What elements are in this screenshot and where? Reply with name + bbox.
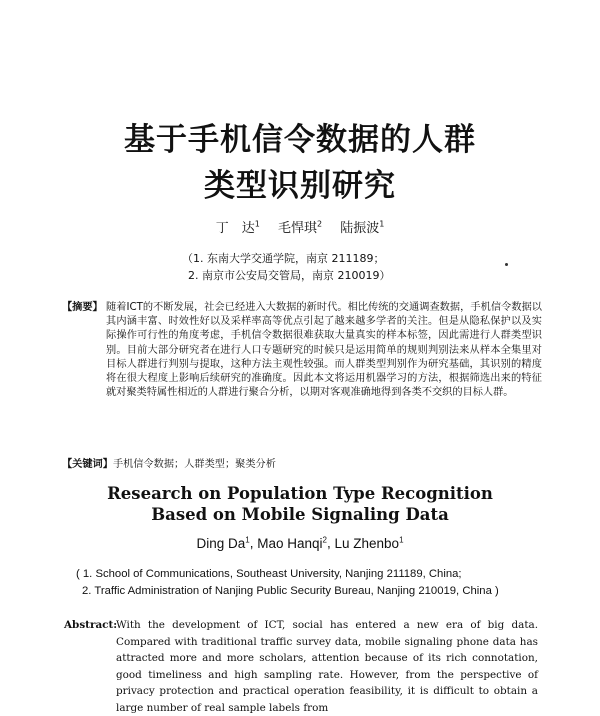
title-en-line2: Based on Mobile Signaling Data (151, 505, 449, 524)
abstract-cn-text: 随着ICT的不断发展，社会已经进入大数据的新时代。相比传统的交通调查数据，手机信令数据以其内涵丰富、时效性好以及采样率高等优点引起了越来越多学者的关注。但是从隐私保护以及实际操作可行性的角度考虑，手机信令数据很难获取大量真实的样本标签，因此需进行人群类型识别。目前大部分研究者在进行人口专题研究的时候只是运用简单的规则判别法来从样本全集里对目标人群进行判别与提取，这种方法主观性较强。而人群类型判别作为研究基础，其识别的精度将在很大程度上影响后续研究的准确度。因此本文将运用机器学习的方法，根据筛选出来的特征就对聚类特属性相近的人群进行聚合分析，以期对客观准确地得到各类不交织的目标人群。 (106, 302, 542, 399)
title-cn-line1: 基于手机信令数据的人群 (124, 122, 476, 158)
abstract-cn (62, 301, 542, 400)
title-en-line1: Research on Population Type Recognition (107, 484, 493, 503)
keywords-cn-label: 【关键词】 (62, 459, 113, 470)
author-en-name: Mao Hanqi (257, 535, 323, 551)
author-en-1 (196, 536, 249, 551)
keywords-cn (62, 455, 276, 470)
author-en-mark: 1 (399, 535, 404, 544)
affiliation-cn-2: 2. 南京市公安局交管局，南京 210019） (188, 269, 391, 282)
author-cn-mark: 2 (316, 219, 323, 229)
author-en-3 (335, 536, 404, 551)
affiliation-en-2: 2. Traffic Administration of Nanjing Public Security Bureau, Nanjing 210019, China ) (82, 585, 499, 597)
author-cn-mark: 1 (254, 219, 260, 229)
authors-cn (0, 217, 600, 236)
author-cn-name: 陆振波 (340, 221, 380, 236)
affiliation-en-1: ( 1. School of Communications, Southeast University, Nanjing 211189, China; (76, 568, 462, 580)
author-cn-name: 丁 达 (215, 221, 255, 236)
author-cn-name: 毛悍琪 (277, 221, 317, 236)
author-en-mark: 1 (245, 535, 250, 544)
author-en-name: Ding Da (196, 535, 246, 551)
abstract-en-label: Abstract: (64, 619, 118, 631)
author-cn-1 (216, 221, 260, 236)
author-cn-3 (340, 221, 384, 236)
author-en-mark: 2 (322, 535, 327, 544)
authors-en: Ding Da$^1$, Mao Hanqi$^2$, Lu Zhenbo$^1$ (196, 535, 404, 551)
author-cn-mark: 1 (379, 219, 385, 229)
keywords-cn-text: 手机信令数据；人群类型；聚类分析 (112, 459, 276, 470)
title-cn-line2: 类型识别研究 (204, 168, 396, 204)
author-en-2 (257, 536, 327, 551)
author-en-name: Lu Zhenbo (334, 535, 400, 551)
stray-dot (505, 263, 508, 266)
author-cn-2 (278, 221, 322, 236)
abstract-en-text: With the development of ICT, social has entered a new era of big data. Compared with traditional traffic survey data, mobile signaling phone data has attracted more and more scholars, attention because of its rich connotation, good timeliness and high sampling rate. However, from the perspective of privacy protection and practical operation feasibility, it is difficult to obtain a large number of real sample labels from (116, 619, 538, 714)
abstract-en (64, 617, 538, 716)
abstract-cn-label: 【摘要】 (62, 302, 103, 313)
affiliation-cn-1: （1. 东南大学交通学院，南京 211189； (182, 252, 385, 265)
